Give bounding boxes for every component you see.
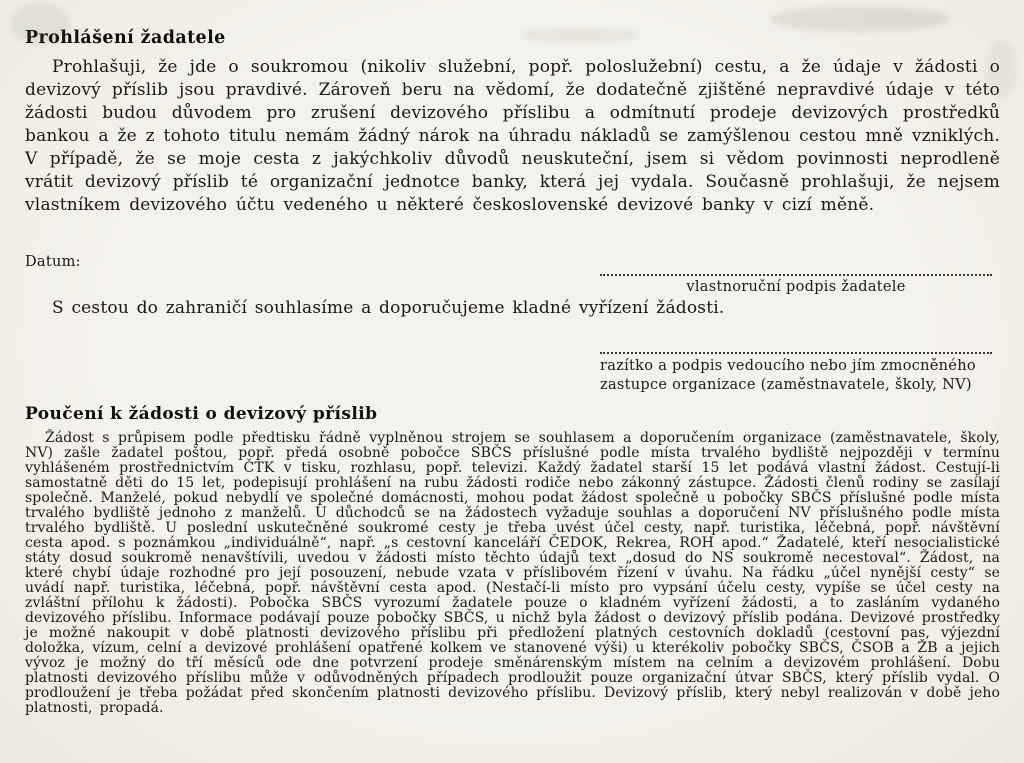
applicant-signature-line [600,274,992,276]
declaration-heading: Prohlášení žadatele [25,28,226,48]
applicant-signature-block [600,274,992,297]
instructions-section [25,404,1000,716]
declaration-body-text: Prohlašuji, že jde o soukromou (nikoliv služební, popř. poloslužební) cestu, a že údaje v žádosti o devizový příslib jsou pravdivé. Zároveň beru na vědomí, že dodatečně zjištěné nepravdivé údaje v této žádosti budou důvodem pro zrušení devizového příslibu a odmítnutí prodeje devizových prostředků bankou a že z tohoto titulu nemám žádný nárok na úhradu nákladů se zamýšlenou cestou mně vzniklých. V případě, že se moje cesta z jakýchkoliv důvodů neuskuteční, jsem si vědom povinnosti neprodleně vrátit devizový příslib té organizační jednotce banky, která jej vydala. Současně prohlašuji, že nejsem vlastníkem devizového účtu vedeného u některé československé devizové banky v cizí měně. [25,57,1000,215]
endorsement-sentence: S cestou do zahraničí souhlasíme a doporučujeme kladné vyřízení žádosti. [52,298,725,318]
date-label: Datum: [25,254,81,270]
organization-signature-block [600,352,992,395]
instructions-heading: Poučení k žádosti o devizový příslib [25,404,378,424]
organization-signature-line [600,352,992,354]
organization-signature-caption-line1: razítko a podpis vedoucího nebo jím zmocněného [600,358,976,374]
organization-signature-caption-line2: zastupce organizace (zaměstnavatele, školy, NV) [600,377,972,393]
instructions-body-text: Žádost s průpisem podle předtisku řádně vyplněnou strojem se souhlasem a doporučením organizace (zaměstnavatele, školy, NV) zašle žadatel poštou, popř. předá osobně pobočce SBČS příslušné podle místa trvalého bydliště nejpozději v termínu vyhlášeném prostřednictvím ČTK v tisku, rozhlasu, popř. televizi. Každý žadatel starší 15 let podává vlastní žádost. Cestují-li samostatně děti do 15 let, podepisují prohlášení na rubu žádosti rodiče nebo zákonný zástupce. Žádosti členů rodiny se zasílají společně. Manželé, pokud nebydlí ve společné domácnosti, mohou podat žádost společně u pobočky SBČS příslušné podle místa trvalého bydliště jednoho z manželů. U důchodců se na žádostech vyžaduje souhlas a doporučení NV příslušného podle místa trvalého bydliště. U poslední uskutečněné soukromé cesty je třeba uvést účel cesty, např. turistika, léčebná, popř. návštěvní cesta apod. s poznámkou „individuálně“, např. „s cestovní kanceláří ČEDOK, Rekrea, ROH apod.“ Žadatelé, kteří nesocialistické státy dosud soukromě nenavštívili, uvedou v žádosti místo těchto údajů text „dosud do NS soukromě necestoval“. Žádost, na které chybí údaje rozhodné pro její posouzení, nebude vzata v příslibovém řízení v úvahu. Na řádku „účel nynější cesty“ se uvádí např. turistika, léčebná, popř. návštěvní cesta apod. (Nestačí-li místo pro vypsání účelu cesty, vypíše se účel cesty na zvláštní přílohu k žádosti). Pobočka SBČS vyrozumí žadatele pouze o kladném vyřízení žádosti, a to zasláním vydaného devizového příslibu. Informace podávají pouze pobočky SBČS, u nichž byla žádost o devizový příslib podána. Devizové prostředky je možné nakoupit v době platnosti devizového příslibu při předložení platných cestovních dokladů (cestovní pas, výjezdní doložka, vízum, celní a devizové prohlášení opatřené kolkem ve stanovené výši) u kterékoliv pobočky SBČS, ČSOB a ŽB a jejich vývoz je možný do tří měsíců ode dne potvrzení prodeje směnárenským místem na celním a devizovém prohlášení. Dobu platnosti devizového příslibu může v odůvodněných případech prodloužit pouze organizační útvar SBČS, který příslib vydal. O prodloužení je třeba požádat před skončením platnosti devizového příslibu. Devizový příslib, který nebyl realizován v době jeho platnosti, propadá. [25,430,1000,716]
declaration-section [25,28,1000,217]
date-row [25,254,1000,270]
applicant-signature-caption: vlastnoruční podpis žadatele [686,279,906,295]
